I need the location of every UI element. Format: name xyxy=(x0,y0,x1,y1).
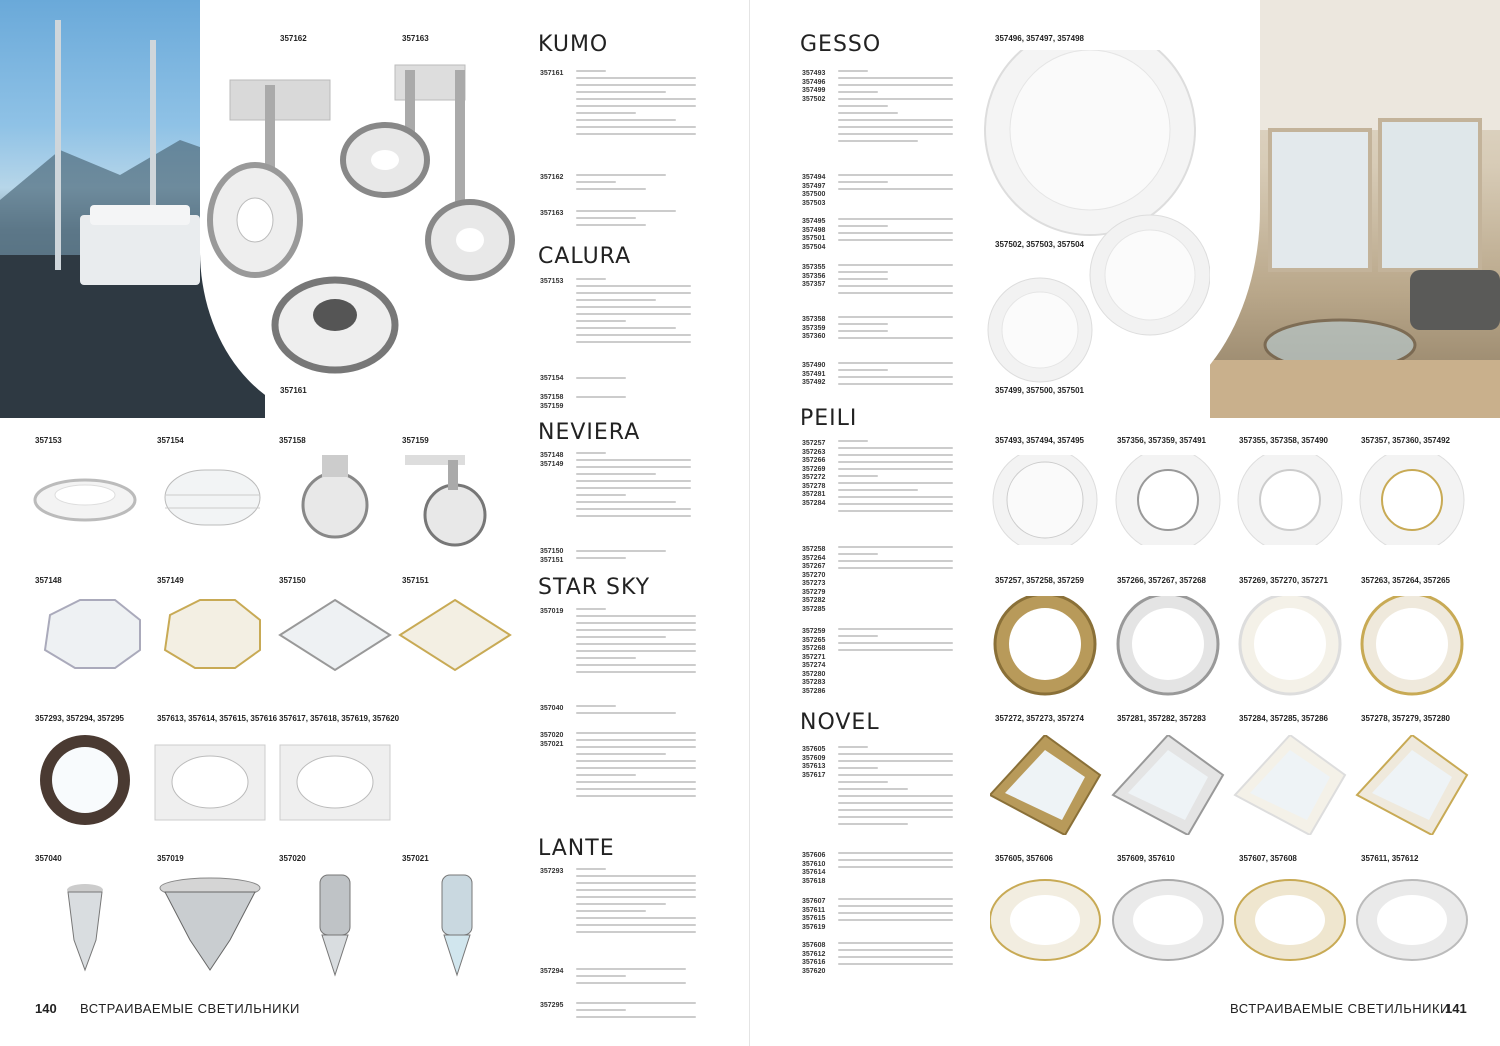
right-page xyxy=(750,0,1500,1046)
spec-code-gesso-2: 357494 357497 357500 357503 xyxy=(802,174,826,207)
caption-357162: 357162 xyxy=(280,34,307,43)
spec-code-novel-4: 357608 357612 357616 357620 xyxy=(802,942,826,975)
caption-357020: 357020 xyxy=(279,854,306,863)
spec-code-calura-3: 357158 357159 xyxy=(540,394,564,410)
page-number-right: 141 xyxy=(1445,1001,1467,1016)
spec-text-peili-2 xyxy=(838,546,953,574)
neviera-fixtures-row xyxy=(30,590,530,680)
kumo-fixtures-image xyxy=(200,60,530,410)
spec-code-novel-3: 357607 357611 357615 357619 xyxy=(802,898,826,931)
caption-357269: 357269, 357270, 357271 xyxy=(1239,576,1328,585)
spec-text-kumo-3 xyxy=(576,210,676,231)
caption-357148: 357148 xyxy=(35,576,62,585)
spec-text-gesso-5 xyxy=(838,316,953,344)
caption-357605: 357605, 357606 xyxy=(995,854,1053,863)
page-number-left: 140 xyxy=(35,1001,57,1016)
caption-357284: 357284, 357285, 357286 xyxy=(1239,714,1328,723)
gesso-grid-row1 xyxy=(990,455,1480,545)
spec-text-gesso-4 xyxy=(838,264,953,299)
section-title-kumo: KUMO xyxy=(538,32,609,57)
footer-title-right: ВСТРАИВАЕМЫЕ СВЕТИЛЬНИКИ xyxy=(1230,1001,1450,1016)
spec-text-kumo-2 xyxy=(576,174,666,195)
spec-text-calura-2 xyxy=(576,377,626,384)
spec-code-kumo-3: 357163 xyxy=(540,210,564,217)
spec-code-gesso-5: 357358 357359 357360 xyxy=(802,316,826,340)
star-sky-fixtures-row xyxy=(30,870,530,980)
spec-code-lante-1: 357293 xyxy=(540,868,564,875)
caption-357019: 357019 xyxy=(157,854,184,863)
caption-357021: 357021 xyxy=(402,854,429,863)
spec-text-lante-1 xyxy=(576,868,696,938)
peili-grid-square-row xyxy=(990,735,1480,835)
spec-text-peili-3 xyxy=(838,628,953,656)
calura-fixtures-row xyxy=(30,450,530,550)
spec-text-neviera-2 xyxy=(576,550,666,564)
caption-357613: 357613, 357614, 357615, 357616 xyxy=(157,714,278,723)
caption-357257: 357257, 357258, 357259 xyxy=(995,576,1084,585)
peili-grid-round-row xyxy=(990,596,1480,696)
spec-text-novel-1 xyxy=(838,746,953,830)
caption-357281: 357281, 357282, 357283 xyxy=(1117,714,1206,723)
spec-code-lante-3: 357295 xyxy=(540,1002,564,1009)
caption-357356: 357356, 357359, 357491 xyxy=(1117,436,1206,445)
spec-code-gesso-3: 357495 357498 357501 357504 xyxy=(802,218,826,251)
footer-title-left: ВСТРАИВАЕМЫЕ СВЕТИЛЬНИКИ xyxy=(80,1001,300,1016)
spec-text-peili-1 xyxy=(838,440,953,517)
spec-code-kumo-2: 357162 xyxy=(540,174,564,181)
spec-code-star-2: 357040 xyxy=(540,705,564,712)
caption-357357: 357357, 357360, 357492 xyxy=(1361,436,1450,445)
spec-code-neviera-2: 357150 357151 xyxy=(540,548,564,564)
section-title-gesso: GESSO xyxy=(800,32,882,57)
spec-text-calura-3 xyxy=(576,396,626,403)
caption-357609: 357609, 357610 xyxy=(1117,854,1175,863)
section-title-neviera: NEVIERA xyxy=(538,420,641,445)
caption-357266: 357266, 357267, 357268 xyxy=(1117,576,1206,585)
spec-text-star-2 xyxy=(576,705,676,719)
spec-text-novel-3 xyxy=(838,898,953,926)
caption-357150: 357150 xyxy=(279,576,306,585)
section-title-peili: PEILI xyxy=(800,406,858,431)
lante-novel-fixtures-row xyxy=(30,735,400,825)
caption-357151: 357151 xyxy=(402,576,429,585)
caption-357263: 357263, 357264, 357265 xyxy=(1361,576,1450,585)
section-title-novel: NOVEL xyxy=(800,710,880,735)
spec-code-star-3: 357020 357021 xyxy=(540,732,564,748)
spec-code-lante-2: 357294 xyxy=(540,968,564,975)
caption-357158: 357158 xyxy=(279,436,306,445)
spec-code-neviera-1: 357148 357149 xyxy=(540,452,564,468)
spec-text-lante-3 xyxy=(576,1002,696,1023)
spec-code-calura-2: 357154 xyxy=(540,375,564,382)
caption-357278: 357278, 357279, 357280 xyxy=(1361,714,1450,723)
spec-text-lante-2 xyxy=(576,968,686,989)
spec-text-gesso-1 xyxy=(838,70,953,147)
section-title-lante: LANTE xyxy=(538,836,615,861)
spec-code-peili-2: 357258 357264 357267 357270 357273 357279 357282 357285 xyxy=(802,546,826,613)
spec-text-gesso-6 xyxy=(838,362,953,390)
caption-357502: 357502, 357503, 357504 xyxy=(995,240,1084,249)
spec-text-star-1 xyxy=(576,608,696,678)
spec-code-kumo-1: 357161 xyxy=(540,70,564,77)
section-title-calura: CALURA xyxy=(538,244,632,269)
caption-357611: 357611, 357612 xyxy=(1361,854,1419,863)
caption-357154: 357154 xyxy=(157,436,184,445)
caption-357153: 357153 xyxy=(35,436,62,445)
spec-text-star-3 xyxy=(576,732,696,802)
spec-code-gesso-1: 357493 357496 357499 357502 xyxy=(802,70,826,103)
caption-357293: 357293, 357294, 357295 xyxy=(35,714,124,723)
spec-text-novel-2 xyxy=(838,852,953,873)
spec-text-gesso-3 xyxy=(838,218,953,246)
novel-grid-row xyxy=(990,875,1480,965)
spec-text-novel-4 xyxy=(838,942,953,970)
caption-357617: 357617, 357618, 357619, 357620 xyxy=(279,714,400,723)
section-title-star-sky: STAR SKY xyxy=(538,575,651,600)
spec-text-gesso-2 xyxy=(838,174,953,195)
spec-text-kumo-1 xyxy=(576,70,696,140)
caption-357040: 357040 xyxy=(35,854,62,863)
caption-357272: 357272, 357273, 357274 xyxy=(995,714,1084,723)
caption-357161: 357161 xyxy=(280,386,307,395)
spec-text-calura-1 xyxy=(576,278,691,348)
caption-357607: 357607, 357608 xyxy=(1239,854,1297,863)
spec-text-neviera-1 xyxy=(576,452,691,522)
spec-code-gesso-4: 357355 357356 357357 xyxy=(802,264,826,288)
caption-357163: 357163 xyxy=(402,34,429,43)
spec-code-calura-1: 357153 xyxy=(540,278,564,285)
spec-code-gesso-6: 357490 357491 357492 xyxy=(802,362,826,386)
caption-357493: 357493, 357494, 357495 xyxy=(995,436,1084,445)
gesso-fixtures-image xyxy=(980,50,1210,400)
caption-357149: 357149 xyxy=(157,576,184,585)
spec-code-novel-2: 357606 357610 357614 357618 xyxy=(802,852,826,885)
caption-357499: 357499, 357500, 357501 xyxy=(995,386,1084,395)
spec-code-star-1: 357019 xyxy=(540,608,564,615)
spec-code-peili-3: 357259 357265 357268 357271 357274 357280 357283 357286 xyxy=(802,628,826,695)
spec-code-peili-1: 357257 357263 357266 357269 357272 357278 357281 357284 xyxy=(802,440,826,507)
spec-code-novel-1: 357605 357609 357613 357617 xyxy=(802,746,826,779)
caption-357355: 357355, 357358, 357490 xyxy=(1239,436,1328,445)
caption-357496: 357496, 357497, 357498 xyxy=(995,34,1084,43)
caption-357159: 357159 xyxy=(402,436,429,445)
